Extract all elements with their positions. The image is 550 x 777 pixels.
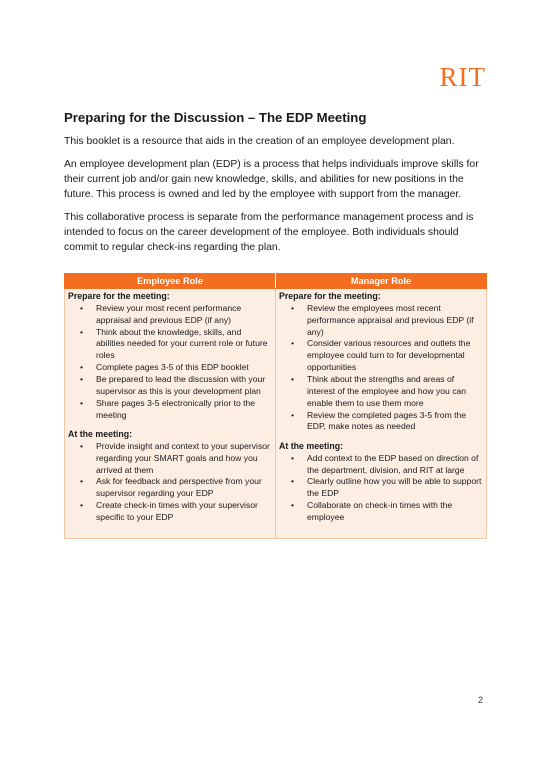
manager-role-header: Manager Role [276, 274, 487, 289]
list-item: • Collaborate on check-in times with the employee [307, 500, 483, 524]
roles-table-header-row [65, 274, 487, 289]
collaboration-paragraph: This collaborative process is separate from the performance management process and is intended to focus on the career development of the employee. Both individuals should commit to regular check-ins regarding the plan. [64, 212, 474, 254]
list-item: • Complete pages 3-5 of this EDP booklet [96, 362, 272, 374]
intro-paragraph: This booklet is a resource that aids in the creation of an employee development plan. [64, 135, 455, 147]
list-item: • Review the employees most recent performance appraisal and previous EDP (if any) [307, 303, 483, 339]
list-item: • Consider various resources and outlets the employee could turn to for developmental opportunities [307, 338, 483, 374]
employee-role-header: Employee Role [65, 274, 276, 289]
employee-role-cell [65, 289, 276, 538]
list-item: • Share pages 3-5 electronically prior to the meeting [96, 398, 272, 422]
employee-prepare-heading: Prepare for the meeting: [68, 291, 170, 302]
manager-role-cell [276, 289, 487, 538]
manager-prepare-heading: Prepare for the meeting: [279, 291, 381, 302]
manager-prepare-list [279, 303, 483, 433]
list-item: • Review the completed pages 3-5 from the EDP, make notes as needed [307, 410, 483, 434]
list-item: • Think about the strengths and areas of interest of the employee and how you can enable them to use them more [307, 374, 483, 410]
employee-meeting-heading: At the meeting: [68, 429, 133, 440]
page-number: 2 [477, 695, 483, 705]
edp-definition-paragraph: An employee development plan (EDP) is a process that helps individuals improve skills for their current job and/or gain new knowledge, skills, and abilities for new positions in the future. This process is owned and led by the employee with support from the manager. [64, 158, 479, 201]
employee-prepare-list [68, 303, 272, 422]
list-item: • Add context to the EDP based on direction of the department, division, and RIT at large [307, 453, 483, 477]
manager-meeting-heading: At the meeting: [279, 441, 344, 452]
list-item: • Create check-in times with your supervisor specific to your EDP [96, 500, 272, 524]
list-item: • Ask for feedback and perspective from your supervisor regarding your EDP [96, 476, 272, 500]
list-item: • Review your most recent performance appraisal and previous EDP (if any) [96, 303, 272, 327]
document-body [64, 110, 486, 539]
list-item: • Provide insight and context to your supervisor regarding your SMART goals and how you arrived at them [96, 441, 272, 477]
roles-table [64, 273, 487, 538]
page-title: Preparing for the Discussion – The EDP Meeting [64, 110, 367, 125]
list-item: • Be prepared to lead the discussion with your supervisor as this is your development plan [96, 374, 272, 398]
roles-table-body-row [65, 289, 487, 538]
list-item: • Clearly outline how you will be able to support the EDP [307, 476, 483, 500]
employee-meeting-list [68, 441, 272, 524]
list-item: • Think about the knowledge, skills, and abilities needed for your current role or future roles [96, 327, 272, 363]
manager-meeting-list [279, 453, 483, 524]
rit-logo: RIT [439, 62, 486, 92]
